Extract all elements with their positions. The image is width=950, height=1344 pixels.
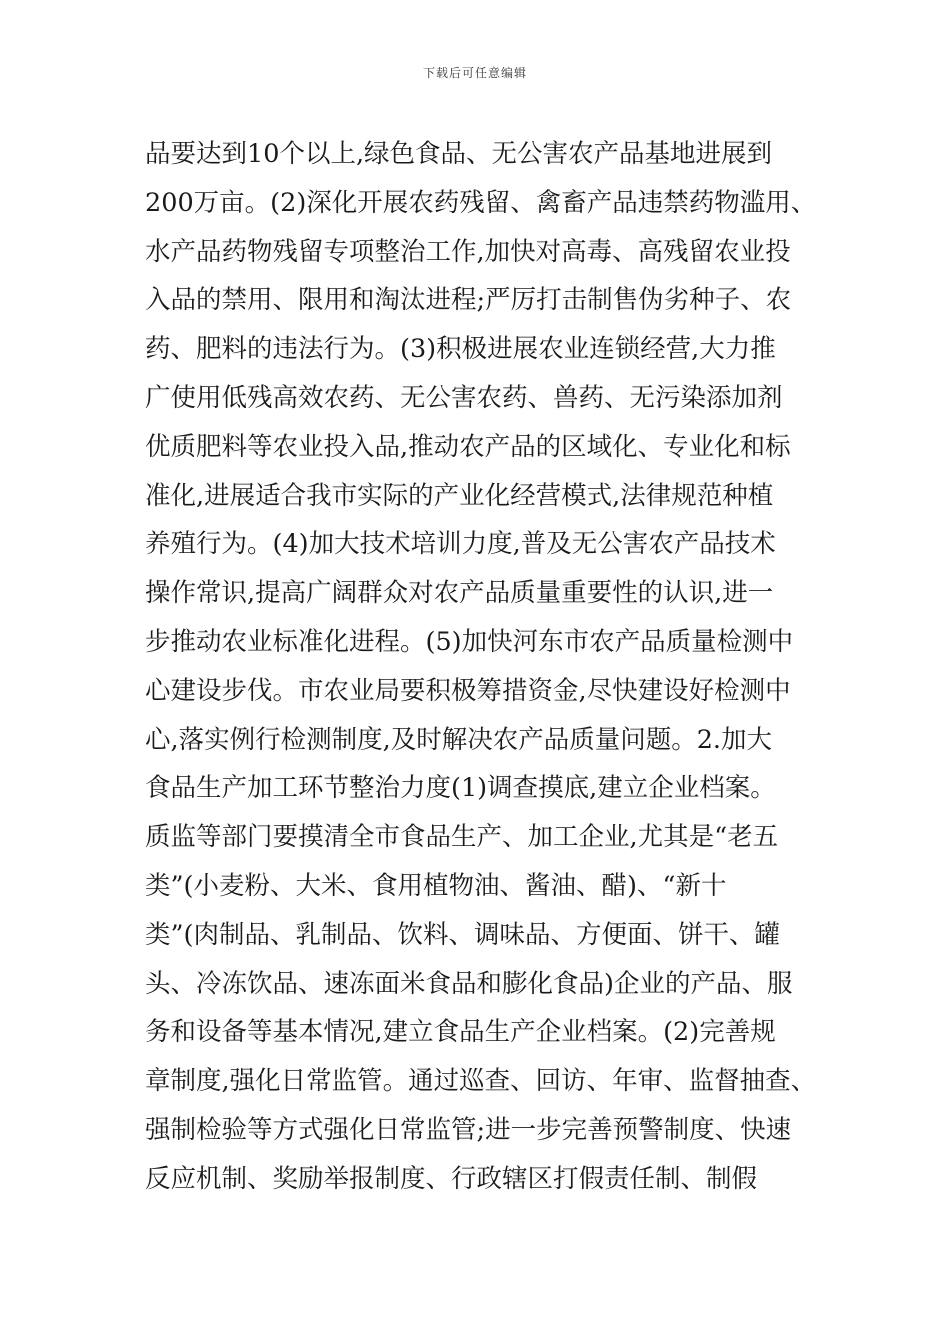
text-line: 广使用低残高效农药、无公害农药、兽药、无污染添加剂 bbox=[145, 382, 783, 413]
text-line: 反应机制、奖励举报制度、行政辖区打假责任制、制假 bbox=[145, 1163, 758, 1194]
text-line: 质监等部门要摸清全市食品生产、加工企业,尤其是“老五 bbox=[145, 822, 779, 853]
text-line: 头、冷冻饮品、速冻面米食品和膨化食品)企业的产品、服 bbox=[145, 968, 793, 999]
text-line: 务和设备等基本情况,建立食品生产企业档案。(2)完善规 bbox=[145, 1017, 776, 1048]
text-line: 章制度,强化日常监管。通过巡查、回访、年审、监督抽查、 bbox=[145, 1066, 817, 1097]
text-line: 心建设步伐。市农业局要积极筹措资金,尽快建设好检测中 bbox=[145, 675, 791, 706]
text-line: 操作常识,提高广阔群众对农产品质量重要性的认识,进一 bbox=[145, 578, 774, 609]
text-line: 药、肥料的违法行为。(3)积极进展农业连锁经营,大力推 bbox=[145, 334, 776, 365]
text-line: 入品的禁用、限用和淘汰进程;严厉打击制售伪劣种子、农 bbox=[145, 285, 792, 316]
text-line: 准化,进展适合我市实际的产业化经营模式,法律规范种植 bbox=[145, 480, 774, 511]
text-line: 类”(肉制品、乳制品、饮料、调味品、方便面、饼干、罐 bbox=[145, 919, 780, 950]
body-text bbox=[145, 130, 825, 1204]
text-line: 养殖行为。(4)加大技术培训力度,普及无公害农产品技术 bbox=[145, 529, 776, 560]
text-line: 强制检验等方式强化日常监管;进一步完善预警制度、快速 bbox=[145, 1114, 792, 1145]
text-line: 优质肥料等农业投入品,推动农产品的区域化、专业化和标 bbox=[145, 431, 791, 462]
text-line: 水产品药物残留专项整治工作,加快对高毒、高残留农业投 bbox=[145, 236, 791, 267]
text-line: 心,落实例行检测制度,及时解决农产品质量问题。2.加大 bbox=[145, 724, 773, 755]
page-header: 下载后可任意编辑 bbox=[422, 66, 527, 80]
text-line: 200万亩。(2)深化开展农药残留、禽畜产品违禁药物滥用、 bbox=[145, 187, 817, 218]
text-line: 食品生产加工环节整治力度(1)调查摸底,建立企业档案。 bbox=[145, 773, 776, 804]
text-line: 步推动农业标准化进程。(5)加快河东市农产品质量检测中 bbox=[145, 626, 794, 657]
text-line: 类”(小麦粉、大米、食用植物油、酱油、醋)、“新十 bbox=[145, 870, 727, 901]
text-line: 品要达到10个以上,绿色食品、无公害农产品基地进展到 bbox=[145, 139, 773, 169]
